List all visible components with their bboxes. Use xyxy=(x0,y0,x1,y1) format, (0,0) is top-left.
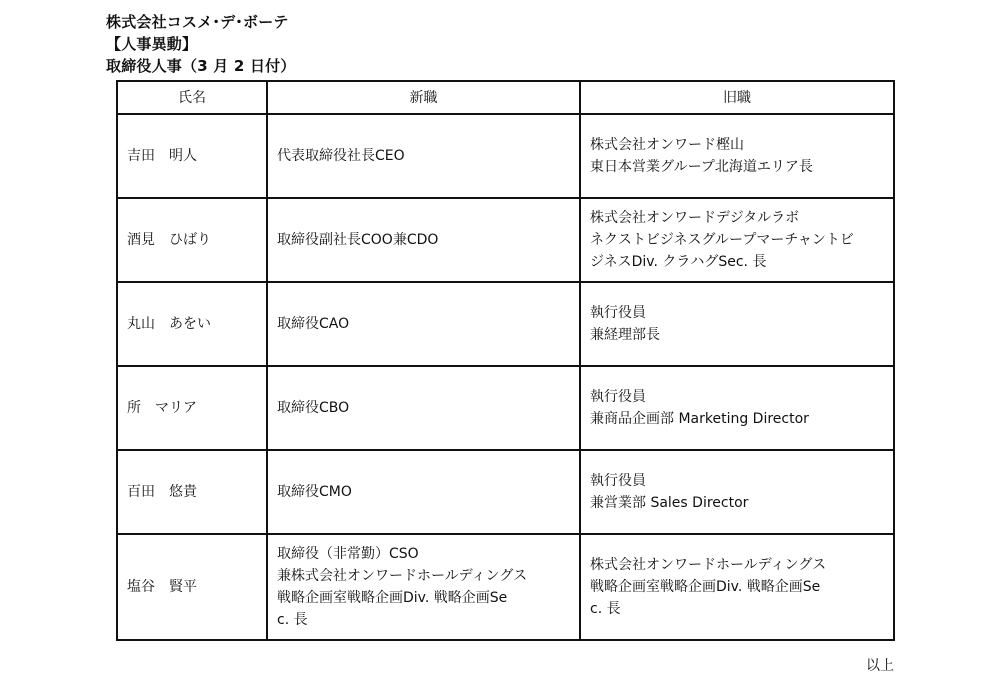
section-title: 【人事異動】 xyxy=(106,35,198,53)
previous-position-line: 株式会社オンワードホールディングス xyxy=(590,557,827,573)
previous-position-line: 兼経理部長 xyxy=(590,327,660,343)
previous-position-line: 執行役員 xyxy=(590,305,646,321)
name-cell xyxy=(117,114,267,198)
column-header-new-position: 新職 xyxy=(267,81,580,114)
table-row xyxy=(117,450,894,534)
new-position-line: 兼株式会社オンワードホールディングス xyxy=(277,568,528,584)
table-row xyxy=(117,114,894,198)
new-position-line: 取締役CBO xyxy=(277,400,350,416)
previous-position-line: 東日本営業グループ北海道エリア長 xyxy=(590,159,813,175)
new-position-cell xyxy=(267,198,580,282)
new-position-cell xyxy=(267,282,580,366)
personnel-table xyxy=(116,80,895,641)
new-position-line: 取締役副社長COO兼CDO xyxy=(277,232,439,248)
previous-position-line: ネクストビジネスグループマーチャントビ xyxy=(590,232,854,248)
previous-position-cell xyxy=(580,450,894,534)
previous-position-line: 執行役員 xyxy=(590,473,646,489)
previous-position-line: 兼商品企画部 Marketing Director xyxy=(590,411,809,427)
table-row xyxy=(117,366,894,450)
new-position-line: 戦略企画室戦略企画Div. 戦略企画Se xyxy=(277,590,508,606)
previous-position-cell xyxy=(580,114,894,198)
name-cell xyxy=(117,282,267,366)
previous-position-line: 兼営業部 Sales Director xyxy=(590,495,749,511)
table-row xyxy=(117,198,894,282)
person-name: 所 マリア xyxy=(127,400,197,416)
column-header-name: 氏名 xyxy=(117,81,267,114)
new-position-line: 取締役CAO xyxy=(277,316,350,332)
previous-position-line: 株式会社オンワード樫山 xyxy=(590,137,744,153)
column-header-previous-position: 旧職 xyxy=(580,81,894,114)
new-position-cell xyxy=(267,534,580,640)
new-position-line: 代表取締役社長CEO xyxy=(277,148,405,164)
closing-note: 以上 xyxy=(866,658,894,674)
person-name: 酒見 ひばり xyxy=(127,232,211,248)
document-heading xyxy=(106,11,296,77)
new-position-cell xyxy=(267,114,580,198)
new-position-cell xyxy=(267,366,580,450)
company-name: 株式会社コスメ･デ･ボーテ xyxy=(106,13,289,31)
person-name: 百田 悠貴 xyxy=(127,484,197,500)
person-name: 塩谷 賢平 xyxy=(127,579,197,595)
new-position-line: c. 長 xyxy=(277,612,308,628)
subsection-title: 取締役人事（3 月 2 日付） xyxy=(106,57,296,75)
table-row xyxy=(117,534,894,640)
name-cell xyxy=(117,198,267,282)
previous-position-line: 執行役員 xyxy=(590,389,646,405)
previous-position-cell xyxy=(580,282,894,366)
table-row xyxy=(117,282,894,366)
new-position-line: 取締役（非常勤）CSO xyxy=(277,546,419,562)
new-position-cell xyxy=(267,450,580,534)
person-name: 丸山 あをい xyxy=(127,316,211,332)
previous-position-cell xyxy=(580,198,894,282)
previous-position-cell xyxy=(580,366,894,450)
previous-position-line: c. 長 xyxy=(590,601,621,617)
name-cell xyxy=(117,534,267,640)
new-position-line: 取締役CMO xyxy=(277,484,352,500)
person-name: 吉田 明人 xyxy=(127,148,197,164)
name-cell xyxy=(117,366,267,450)
table-header-row xyxy=(117,81,894,114)
name-cell xyxy=(117,450,267,534)
previous-position-line: 戦略企画室戦略企画Div. 戦略企画Se xyxy=(590,579,821,595)
previous-position-line: 株式会社オンワードデジタルラボ xyxy=(590,210,800,226)
previous-position-cell xyxy=(580,534,894,640)
previous-position-line: ジネスDiv. クラハグSec. 長 xyxy=(590,254,767,270)
